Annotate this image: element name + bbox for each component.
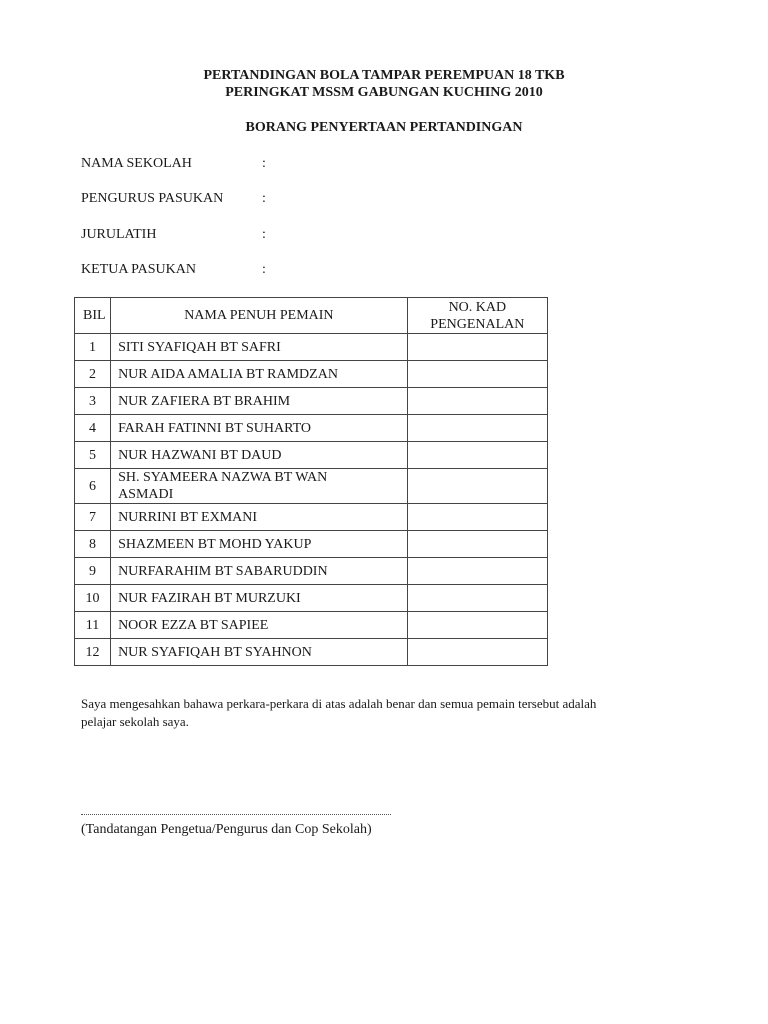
player-name: NURRINI BT EXMANI (111, 504, 408, 531)
ic-number-cell (407, 415, 547, 442)
row-number: 5 (75, 442, 111, 469)
form-subtitle: BORANG PENYERTAAN PERTANDINGAN (245, 120, 523, 135)
player-name: SITI SYAFIQAH BT SAFRI (111, 334, 408, 361)
signature-label: (Tandatangan Pengetua/Pengurus dan Cop Sekolah) (81, 822, 372, 837)
player-name-line2: ASMADI (118, 487, 174, 502)
field-ketua-pasukan (81, 261, 266, 279)
player-name: NUR HAZWANI BT DAUD (111, 442, 408, 469)
player-name: NUR FAZIRAH BT MURZUKI (111, 585, 408, 612)
table-header-row (75, 298, 548, 334)
form-title: PERTANDINGAN BOLA TAMPAR PEREMPUAN 18 TKB (203, 68, 565, 83)
header-kad-line2: PENGENALAN (430, 316, 525, 332)
table-row (75, 639, 548, 666)
row-number: 6 (75, 469, 111, 504)
signature-line (81, 806, 391, 815)
table-row (75, 531, 548, 558)
field-separator: : (262, 191, 266, 206)
players-table (74, 297, 548, 666)
table-row (75, 388, 548, 415)
table-row (75, 334, 548, 361)
ic-number-cell (407, 442, 547, 469)
ic-number-cell (407, 531, 547, 558)
player-name (111, 469, 408, 504)
row-number: 11 (75, 612, 111, 639)
field-label: NAMA SEKOLAH (81, 156, 192, 171)
table-row (75, 415, 548, 442)
ic-number-cell (407, 469, 547, 504)
player-name: NOOR EZZA BT SAPIEE (111, 612, 408, 639)
field-nama-sekolah (81, 155, 266, 173)
row-number: 7 (75, 504, 111, 531)
field-separator: : (262, 262, 266, 277)
player-name-line1: SH. SYAMEERA NAZWA BT WAN (118, 470, 328, 485)
player-name: NUR ZAFIERA BT BRAHIM (111, 388, 408, 415)
row-number: 10 (75, 585, 111, 612)
field-label: PENGURUS PASUKAN (81, 191, 224, 206)
ic-number-cell (407, 612, 547, 639)
player-name: FARAH FATINNI BT SUHARTO (111, 415, 408, 442)
table-row (75, 469, 548, 504)
field-label: JURULATIH (81, 227, 157, 242)
row-number: 8 (75, 531, 111, 558)
ic-number-cell (407, 585, 547, 612)
player-name: SHAZMEEN BT MOHD YAKUP (111, 531, 408, 558)
player-name: NUR SYAFIQAH BT SYAHNON (111, 639, 408, 666)
declaration-line1: Saya mengesahkan bahawa perkara-perkara di atas adalah benar dan semua pemain tersebut adalah (81, 696, 597, 711)
row-number: 1 (75, 334, 111, 361)
row-number: 3 (75, 388, 111, 415)
field-jurulatih (81, 226, 266, 244)
ic-number-cell (407, 388, 547, 415)
row-number: 4 (75, 415, 111, 442)
ic-number-cell (407, 558, 547, 585)
ic-number-cell (407, 334, 547, 361)
table-row (75, 558, 548, 585)
ic-number-cell (407, 504, 547, 531)
player-name: NURFARAHIM BT SABARUDDIN (111, 558, 408, 585)
row-number: 9 (75, 558, 111, 585)
table-row (75, 442, 548, 469)
field-separator: : (262, 227, 266, 242)
table-row (75, 585, 548, 612)
table-row (75, 612, 548, 639)
form-title-line2: PERINGKAT MSSM GABUNGAN KUCHING 2010 (225, 85, 543, 100)
table-row (75, 504, 548, 531)
header-kad-line1: NO. KAD (448, 299, 507, 315)
table-row (75, 361, 548, 388)
header-nama-penuh-pemain: NAMA PENUH PEMAIN (111, 298, 408, 334)
row-number: 12 (75, 639, 111, 666)
player-name: NUR AIDA AMALIA BT RAMDZAN (111, 361, 408, 388)
header-no-kad-pengenalan (407, 298, 547, 334)
ic-number-cell (407, 361, 547, 388)
header-bil: BIL (75, 298, 111, 334)
declaration-text (81, 695, 701, 731)
field-pengurus-pasukan (81, 190, 266, 208)
row-number: 2 (75, 361, 111, 388)
declaration-line2: pelajar sekolah saya. (81, 714, 189, 729)
ic-number-cell (407, 639, 547, 666)
field-label: KETUA PASUKAN (81, 262, 197, 277)
field-separator: : (262, 156, 266, 171)
